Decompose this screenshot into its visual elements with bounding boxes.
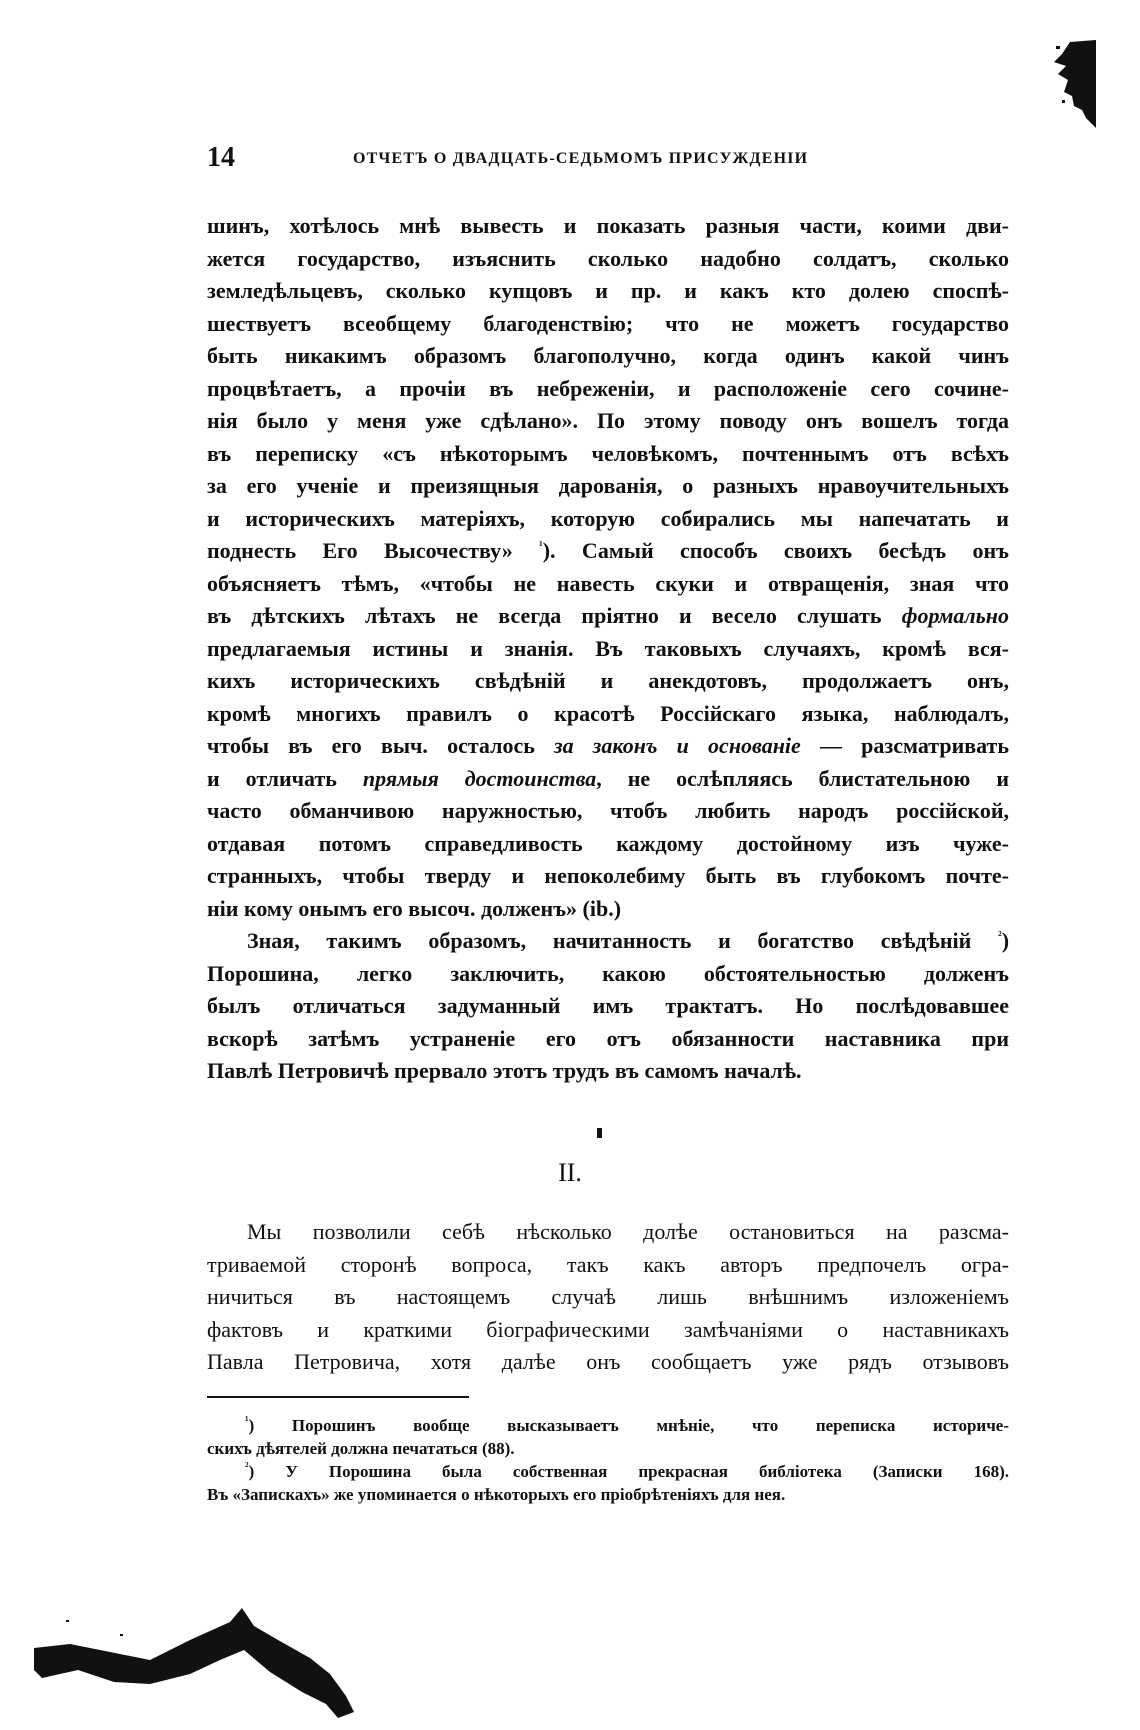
text-segment: ) У Порошина была собственная прекрасная библіотека (Записки 168). xyxy=(248,1462,1009,1481)
text-line: за его ученіе и преизящныя дарованія, о разныхъ нравоучительныхъ xyxy=(207,473,1009,498)
text-line: быть никакимъ образомъ благополучно, когда одинъ какой чинъ xyxy=(207,343,1009,368)
text-line: часто обманчивою наружностью, чтобъ любить народъ россійской, xyxy=(207,798,1009,823)
scan-artifact-top-right xyxy=(1052,40,1104,130)
footnote-marker-1: ¹ xyxy=(245,1413,249,1428)
text-line: нія было у меня уже сдѣлано». По этому поводу онъ вошелъ тогда xyxy=(207,408,1009,433)
text-line: ніи кому онымъ его высоч. долженъ» (ib.) xyxy=(207,895,622,921)
section-ornament xyxy=(597,1128,602,1138)
text-line xyxy=(207,925,1009,958)
text-line xyxy=(207,600,1009,633)
footnote-line: Въ «Запискахъ» же упоминается о нѣкоторыхъ его пріобрѣтеніяхъ для нея. xyxy=(207,1485,786,1504)
footnote-divider xyxy=(207,1396,469,1398)
text-line: былъ отличаться задуманный имъ трактатъ. Но послѣдовавшее xyxy=(207,993,1009,1018)
footnote-marker-2: ² xyxy=(245,1459,249,1474)
text-line: предлагаемыя истины и знанія. Въ таковыхъ случаяхъ, кромѣ вся- xyxy=(207,635,1009,661)
text-line: объясняетъ тѣмъ, «чтобы не навесть скуки и отвращенія, зная что xyxy=(207,570,1009,596)
footnote-ref-1: ¹ xyxy=(539,538,543,553)
text-line: триваемой сторонѣ вопроса, такъ какъ авторъ предпочелъ огра- xyxy=(207,1251,1009,1277)
text-line: Павла Петровича, хотя далѣе онъ сообщаетъ уже рядъ отзывовъ xyxy=(207,1349,1009,1374)
footnote-line: скихъ дѣятелей должна печататься (88). xyxy=(207,1439,515,1458)
text-line: ничиться въ настоящемъ случаѣ лишь внѣшнимъ изложеніемъ xyxy=(207,1284,1009,1309)
text-line: процвѣтаетъ, а прочіи въ небреженіи, и расположеніе сего сочине- xyxy=(207,375,1009,401)
text-segment: Зная, такимъ образомъ, начитанность и богатство свѣдѣній xyxy=(247,928,972,953)
running-title: ОТЧЕТЪ О ДВАДЦАТЬ-СЕДЬМОМЪ ПРИСУЖДЕНІИ xyxy=(353,150,809,167)
page-number: 14 xyxy=(207,142,235,173)
text-line xyxy=(207,730,1009,763)
scan-artifact-bottom-left xyxy=(30,1600,380,1725)
text-line: шинъ, хотѣлось мнѣ вывесть и показать разныя части, коими дви- xyxy=(207,213,1009,238)
text-line xyxy=(207,763,1009,796)
footnote-ref-2: ² xyxy=(998,928,1002,943)
running-header xyxy=(207,142,1007,176)
footnote-line xyxy=(207,1414,1009,1437)
text-line: фактовъ и краткими біографическими замѣчаніями о наставникахъ xyxy=(207,1316,1009,1342)
text-line: отдавая потомъ справедливость каждому достойному изъ чуже- xyxy=(207,830,1009,856)
text-segment: ) Порошинъ вообще высказываетъ мнѣніе, что переписка историче- xyxy=(248,1416,1009,1435)
text-line: въ переписку «съ нѣкоторымъ человѣкомъ, почтеннымъ отъ всѣхъ xyxy=(207,440,1009,466)
text-line: странныхъ, чтобы тверду и непоколебиму быть въ глубокомъ почте- xyxy=(207,863,1009,888)
text-segment: ). Самый способъ своихъ бесѣдъ онъ xyxy=(542,538,1010,563)
text-segment: , не ослѣпляясь блистательною и xyxy=(596,765,1009,791)
text-line: шествуетъ всеобщему благоденствію; что не можетъ государство xyxy=(207,310,1009,336)
text-line: Мы позволили себѣ нѣсколько долѣе остановиться на разсма- xyxy=(247,1219,1009,1244)
text-segment: поднесть Его Высочеству» xyxy=(207,538,513,563)
text-segment: и отличать xyxy=(207,765,337,791)
text-line: земледѣльцевъ, сколько купцовъ и пр. и какъ кто долею споспѣ- xyxy=(207,278,1009,303)
section-heading: II. xyxy=(558,1158,582,1187)
text-segment: въ дѣтскихъ лѣтахъ не всегда пріятно и весело слушать xyxy=(207,603,882,628)
italic-segment: формально xyxy=(901,603,1009,628)
text-line: кихъ историческихъ свѣдѣній и анекдотовъ, продолжаетъ онъ, xyxy=(207,668,1009,693)
text-line: Порошина, легко заключить, какою обстоятельностью долженъ xyxy=(207,960,1009,986)
text-segment: — разсматривать xyxy=(819,733,1009,758)
text-line: и историческихъ матеріяхъ, которую собирались мы напечатать и xyxy=(207,505,1009,531)
text-line: вскорѣ затѣмъ устраненіе его отъ обязанности наставника при xyxy=(207,1025,1009,1051)
text-segment: чтобы въ его выч. осталось xyxy=(207,733,535,758)
text-line: жется государство, изъяснить сколько надобно солдатъ, сколько xyxy=(207,245,1009,271)
text-line xyxy=(207,535,1009,568)
text-line: кромѣ многихъ правилъ о красотѣ Россійскаго языка, наблюдалъ, xyxy=(207,700,1009,726)
italic-segment: за законъ и основаніе xyxy=(554,733,801,758)
footnotes xyxy=(207,1414,1009,1506)
body-text xyxy=(207,210,1009,1088)
text-segment: ) xyxy=(1001,928,1010,953)
text-line: Павлѣ Петровичѣ прервало этотъ трудъ въ самомъ началѣ. xyxy=(207,1058,802,1083)
section-text xyxy=(207,1216,1009,1379)
italic-segment: прямыя достоинства xyxy=(362,765,597,791)
footnote-line xyxy=(207,1460,1009,1483)
